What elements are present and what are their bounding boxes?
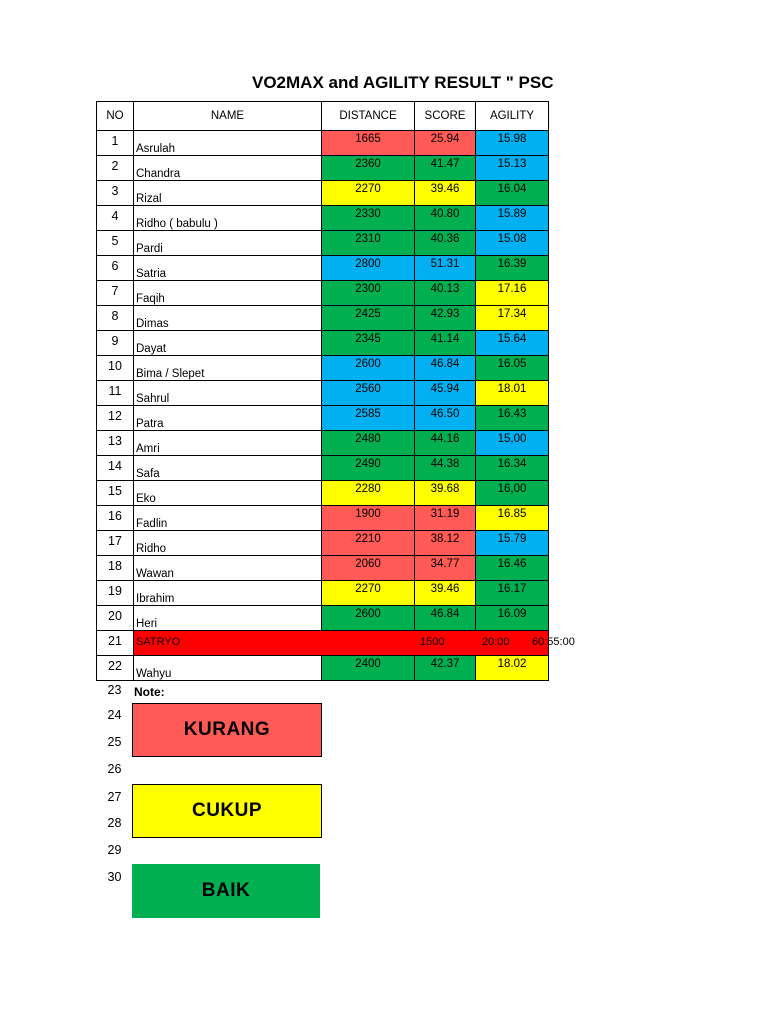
cell-name[interactable]: Fadlin (134, 506, 322, 531)
cell-no[interactable]: 9 (97, 331, 134, 356)
cell-agility[interactable]: 17.16 (476, 281, 549, 306)
table-row (97, 381, 549, 406)
cell-agility[interactable]: 16.05 (476, 356, 549, 381)
cell-no[interactable]: 6 (97, 256, 134, 281)
row-number: 23 (107, 683, 122, 697)
cell-distance[interactable]: 2300 (322, 281, 415, 306)
cell-score[interactable]: 31.19 (415, 506, 476, 531)
header-distance[interactable]: DISTANCE (322, 102, 415, 131)
cell-agility[interactable]: 15.98 (476, 131, 549, 156)
cell-distance[interactable]: 2060 (322, 556, 415, 581)
cell-name[interactable]: Asrulah (134, 131, 322, 156)
cell-score[interactable]: 46.50 (415, 406, 476, 431)
cell-score: 20:00 (482, 636, 510, 648)
cell-no[interactable]: 15 (97, 481, 134, 506)
table-row (97, 556, 549, 581)
cell-name[interactable]: Satria (134, 256, 322, 281)
legend-cukup (132, 784, 322, 838)
cell-no[interactable]: 4 (97, 206, 134, 231)
cell-score[interactable]: 46.84 (415, 356, 476, 381)
cell-name: SATRYO (136, 636, 181, 648)
table-row (97, 306, 549, 331)
table-row (97, 531, 549, 556)
table-row (97, 331, 549, 356)
table-row (97, 356, 549, 381)
cell-distance[interactable]: 2600 (322, 356, 415, 381)
cell-agility[interactable]: 15.13 (476, 156, 549, 181)
cell-no[interactable]: 1 (97, 131, 134, 156)
cell-distance[interactable]: 2600 (322, 606, 415, 631)
cell-name[interactable]: Rizal (134, 181, 322, 206)
cell-distance[interactable]: 2480 (322, 431, 415, 456)
table-row (97, 581, 549, 606)
cell-score[interactable]: 44.16 (415, 431, 476, 456)
cell-distance[interactable]: 2210 (322, 531, 415, 556)
table-row-wahyu (97, 656, 549, 681)
row-number: 29 (107, 843, 122, 857)
row-number: 28 (107, 816, 122, 830)
cell-no[interactable]: 19 (97, 581, 134, 606)
cell-name[interactable]: Eko (134, 481, 322, 506)
table-row (97, 456, 549, 481)
cell-agility[interactable]: 16.39 (476, 256, 549, 281)
cell-score[interactable]: 39.46 (415, 581, 476, 606)
cell-no[interactable]: 14 (97, 456, 134, 481)
results-table (96, 101, 575, 681)
table-row (97, 231, 549, 256)
cell-score[interactable]: 40.36 (415, 231, 476, 256)
cell-distance[interactable]: 1900 (322, 506, 415, 531)
legend-baik (132, 864, 320, 918)
cell-score[interactable]: 38.12 (415, 531, 476, 556)
cell-score[interactable]: 40.80 (415, 206, 476, 231)
cell-no[interactable]: 21 (97, 631, 134, 656)
cell-score[interactable]: 34.77 (415, 556, 476, 581)
cell-name[interactable]: Ibrahim (134, 581, 322, 606)
cell-no[interactable]: 5 (97, 231, 134, 256)
cell-distance: 1500 (420, 636, 445, 648)
row-number: 30 (107, 870, 122, 884)
cell-agility[interactable]: 17.34 (476, 306, 549, 331)
table-row-satryo (97, 631, 549, 656)
cell-agility[interactable]: 16.17 (476, 581, 549, 606)
legend-kurang-label: KURANG (183, 719, 271, 740)
cell-score[interactable]: 25.94 (415, 131, 476, 156)
legend-cukup-label: CUKUP (191, 800, 263, 821)
row-number: 26 (107, 762, 122, 776)
cell-name[interactable]: Wahyu (134, 656, 322, 681)
cell-no[interactable]: 20 (97, 606, 134, 631)
table-row (97, 256, 549, 281)
cell-agility[interactable]: 16,00 (476, 481, 549, 506)
cell-no[interactable]: 10 (97, 356, 134, 381)
header-agility[interactable]: AGILITY (476, 102, 549, 131)
header-score[interactable]: SCORE (415, 102, 476, 131)
table-row (97, 431, 549, 456)
cell-name[interactable]: Dayat (134, 331, 322, 356)
cell-name[interactable]: Pardi (134, 231, 322, 256)
cell-score[interactable]: 40.13 (415, 281, 476, 306)
cell-name[interactable]: Patra (134, 406, 322, 431)
cell-no[interactable]: 17 (97, 531, 134, 556)
cell-agility[interactable]: 18.01 (476, 381, 549, 406)
cell-score[interactable]: 41.14 (415, 331, 476, 356)
cell-distance[interactable]: 2270 (322, 181, 415, 206)
cell-agility[interactable]: 15.08 (476, 231, 549, 256)
cell-score[interactable]: 42.37 (415, 656, 476, 681)
cell-distance[interactable]: 2270 (322, 581, 415, 606)
cell-distance[interactable]: 2425 (322, 306, 415, 331)
cell-no[interactable]: 18 (97, 556, 134, 581)
cell-score[interactable]: 41.47 (415, 156, 476, 181)
cell-agility[interactable]: 16.85 (476, 506, 549, 531)
cell-no[interactable]: 13 (97, 431, 134, 456)
cell-name[interactable]: Heri (134, 606, 322, 631)
table-row (97, 481, 549, 506)
cell-name[interactable]: Sahrul (134, 381, 322, 406)
cell-agility[interactable]: 15.64 (476, 331, 549, 356)
cell-score[interactable]: 44.38 (415, 456, 476, 481)
table-row (97, 406, 549, 431)
cell-name[interactable]: Faqih (134, 281, 322, 306)
cell-agility[interactable]: 15,00 (476, 431, 549, 456)
cell-agility[interactable]: 18.02 (476, 656, 549, 681)
cell-distance[interactable]: 2345 (322, 331, 415, 356)
cell-distance[interactable]: 2280 (322, 481, 415, 506)
header-name[interactable]: NAME (134, 102, 322, 131)
table-row (97, 281, 549, 306)
table-row (97, 606, 549, 631)
cell-distance[interactable]: 2560 (322, 381, 415, 406)
table-row (97, 131, 549, 156)
cell-no[interactable]: 16 (97, 506, 134, 531)
cell-score[interactable]: 39.68 (415, 481, 476, 506)
cell-score[interactable]: 39.46 (415, 181, 476, 206)
legend-baik-label: BAIK (201, 880, 251, 901)
row-number: 27 (107, 790, 122, 804)
cell-distance[interactable]: 1665 (322, 131, 415, 156)
cell-agility[interactable]: 15.79 (476, 531, 549, 556)
cell-name[interactable]: Ridho ( babulu ) (134, 206, 322, 231)
cell-score[interactable]: 45.94 (415, 381, 476, 406)
cell-agility[interactable]: 16.34 (476, 456, 549, 481)
cell-no[interactable]: 3 (97, 181, 134, 206)
cell-name[interactable]: Dimas (134, 306, 322, 331)
cell-no[interactable]: 22 (97, 656, 134, 681)
header-row (97, 102, 549, 131)
note-label: Note: (134, 685, 165, 699)
cell-name[interactable]: Amri (134, 431, 322, 456)
cell-no[interactable]: 2 (97, 156, 134, 181)
cell-no[interactable]: 8 (97, 306, 134, 331)
cell-agility[interactable]: 15.89 (476, 206, 549, 231)
table-row (97, 206, 549, 231)
cell-name[interactable]: Safa (134, 456, 322, 481)
cell-distance[interactable]: 2330 (322, 206, 415, 231)
cell-name[interactable]: Wawan (134, 556, 322, 581)
table-row (97, 156, 549, 181)
cell-no[interactable]: 7 (97, 281, 134, 306)
cell-distance[interactable]: 2400 (322, 656, 415, 681)
cell-score[interactable]: 46.84 (415, 606, 476, 631)
cell-agility: 60:55:00 (532, 636, 575, 648)
cell-no[interactable]: 12 (97, 406, 134, 431)
header-no[interactable]: NO (97, 102, 134, 131)
cell-score[interactable]: 42.93 (415, 306, 476, 331)
satryo-merged-cell[interactable] (134, 631, 575, 656)
cell-name[interactable]: Ridho (134, 531, 322, 556)
row-number: 24 (107, 708, 122, 722)
cell-name[interactable]: Chandra (134, 156, 322, 181)
row-number: 25 (107, 735, 122, 749)
table-row (97, 506, 549, 531)
cell-agility[interactable]: 16.09 (476, 606, 549, 631)
cell-agility[interactable]: 16.43 (476, 406, 549, 431)
cell-no[interactable]: 11 (97, 381, 134, 406)
cell-distance[interactable]: 2800 (322, 256, 415, 281)
legend-kurang (132, 703, 322, 757)
cell-agility[interactable]: 16.04 (476, 181, 549, 206)
cell-name[interactable]: Bima / Slepet (134, 356, 322, 381)
cell-distance[interactable]: 2310 (322, 231, 415, 256)
cell-score[interactable]: 51.31 (415, 256, 476, 281)
cell-distance[interactable]: 2490 (322, 456, 415, 481)
sheet-title: VO2MAX and AGILITY RESULT " PSC (252, 73, 554, 92)
cell-agility[interactable]: 16.46 (476, 556, 549, 581)
table-row (97, 181, 549, 206)
cell-distance[interactable]: 2360 (322, 156, 415, 181)
cell-distance[interactable]: 2585 (322, 406, 415, 431)
